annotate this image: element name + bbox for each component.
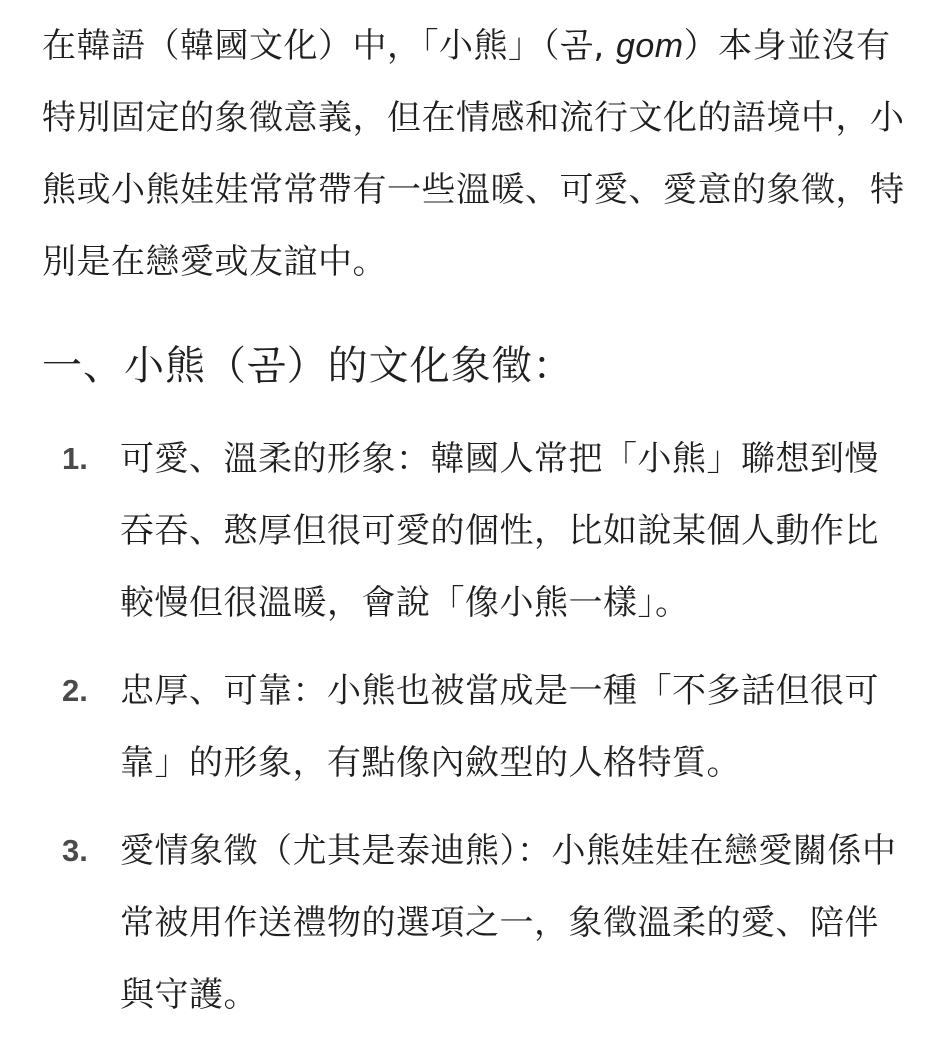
intro-romanization: gom bbox=[615, 27, 684, 65]
intro-text-after: ）本身並沒有特別固定的象徵意義，但在情感和流行文化的語境中，小熊或小熊娃娃常常帶有一些溫暖、可愛、愛意的象徵，特別是在戀愛或友誼中。 bbox=[42, 26, 905, 282]
intro-text-before: 在韓語（韓國文化）中，「小熊」（곰, bbox=[42, 26, 616, 66]
symbolism-list bbox=[42, 423, 912, 1047]
list-item-number: 1. bbox=[62, 441, 88, 476]
intro-paragraph bbox=[42, 0, 908, 298]
section-heading: 一、小熊（곰）的文化象徵： bbox=[42, 343, 574, 389]
list-item bbox=[42, 423, 912, 639]
list-item-text: 忠厚、可靠：小熊也被當成是一種「不多話但很可靠」的形象，有點像內斂型的人格特質。 bbox=[120, 671, 879, 783]
article-content bbox=[42, 0, 912, 1015]
list-item-text: 愛情象徵（尤其是泰迪熊）：小熊娃娃在戀愛關係中常被用作送禮物的選項之一，象徵溫柔的愛、陪伴與守護。 bbox=[120, 831, 897, 1015]
list-item bbox=[42, 815, 912, 1031]
list-item-number: 3. bbox=[62, 833, 88, 868]
list-item-text: 可愛、溫柔的形象：韓國人常把「小熊」聯想到慢吞吞、憨厚但很可愛的個性，比如說某個人動作比較慢但很溫暖，會說「像小熊一樣」。 bbox=[120, 439, 879, 623]
list-item bbox=[42, 655, 912, 799]
list-item-number: 2. bbox=[62, 673, 88, 708]
